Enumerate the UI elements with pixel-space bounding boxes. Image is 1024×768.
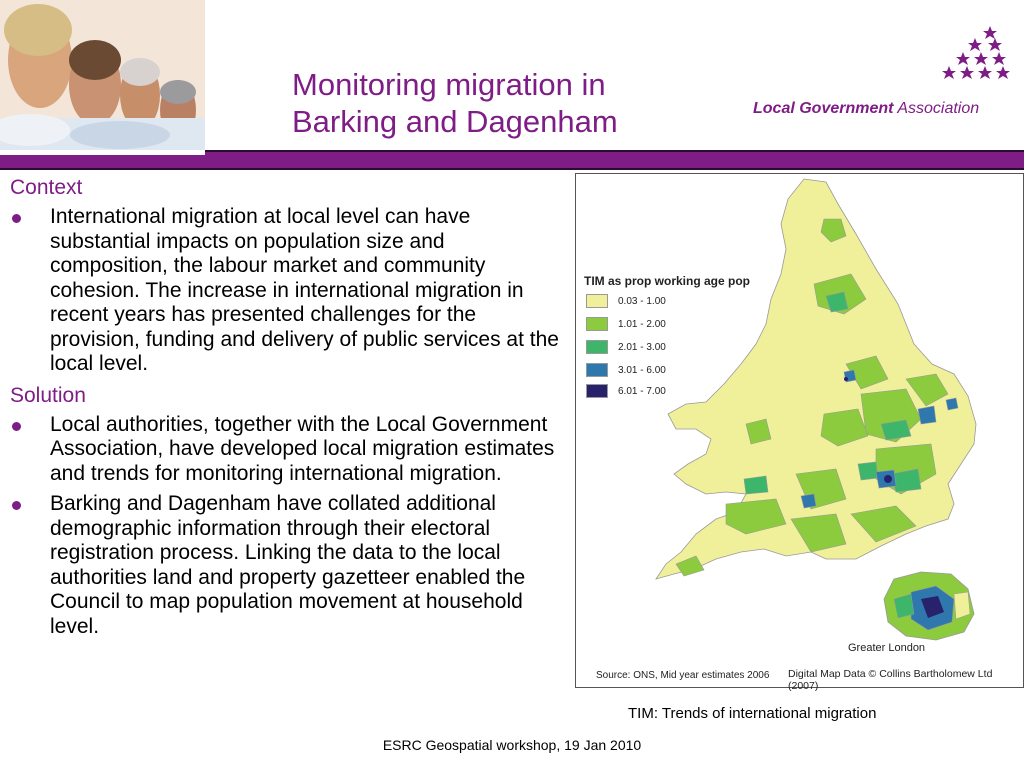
bullet-icon bbox=[12, 214, 21, 223]
lga-logo bbox=[745, 18, 1015, 123]
context-bullet bbox=[10, 205, 568, 377]
legend-item: 2.01 - 3.00 bbox=[586, 340, 666, 354]
map-credit: Digital Map Data © Collins Bartholomew Ltd (2007) bbox=[788, 668, 993, 692]
header-divider-gap bbox=[0, 150, 205, 155]
slide-title-line1: Monitoring migration in bbox=[292, 67, 606, 102]
context-bullet-text: International migration at local level can have substantial impacts on population size and composition, the labour market and community cohesion. The increase in international migration in recent years has presented challenges for the provision, funding and delivery of public services at the local level. bbox=[50, 205, 559, 375]
slide-body bbox=[10, 175, 568, 639]
legend-item: 1.01 - 2.00 bbox=[586, 317, 666, 331]
legend-item: 0.03 - 1.00 bbox=[586, 294, 666, 308]
stars-icon bbox=[745, 18, 1015, 98]
solution-bullet-text-1: Local authorities, together with the Local Government Association, have developed local migration estimates and trends for monitoring international migration. bbox=[50, 412, 555, 485]
bullet-icon bbox=[12, 501, 21, 510]
header-photo bbox=[0, 0, 205, 152]
solution-bullet-text-2: Barking and Dagenham have collated additional demographic information through their electoral registration process. Linking the data to the local authorities land and property gazetteer enabled the Council to map population movement at household level. bbox=[50, 492, 526, 638]
slide-title bbox=[292, 66, 712, 140]
solution-heading: Solution bbox=[10, 383, 86, 407]
map-source: Source: ONS, Mid year estimates 2006 bbox=[596, 670, 770, 681]
lga-logo-text: Local Government Association bbox=[753, 100, 980, 117]
slide-title-line2: Barking and Dagenham bbox=[292, 104, 618, 139]
legend-item: 6.01 - 7.00 bbox=[586, 384, 666, 398]
map-legend-title: TIM as prop working age pop bbox=[584, 274, 751, 288]
context-heading: Context bbox=[10, 176, 83, 199]
solution-bullet bbox=[10, 492, 568, 639]
legend-swatch bbox=[586, 340, 608, 354]
legend-swatch bbox=[586, 294, 608, 308]
map-caption: TIM: Trends of international migration bbox=[628, 705, 877, 722]
solution-bullet bbox=[10, 413, 568, 487]
legend-item: 3.01 - 6.00 bbox=[586, 363, 666, 377]
bullet-icon bbox=[12, 422, 21, 431]
legend-swatch bbox=[586, 363, 608, 377]
migration-map bbox=[575, 173, 1024, 692]
legend-swatch bbox=[586, 384, 608, 398]
legend-swatch bbox=[586, 317, 608, 331]
greater-london-label: Greater London bbox=[848, 642, 926, 654]
slide-footer: ESRC Geospatial workshop, 19 Jan 2010 bbox=[382, 737, 642, 753]
england-wales-map-graphic bbox=[576, 174, 1023, 687]
